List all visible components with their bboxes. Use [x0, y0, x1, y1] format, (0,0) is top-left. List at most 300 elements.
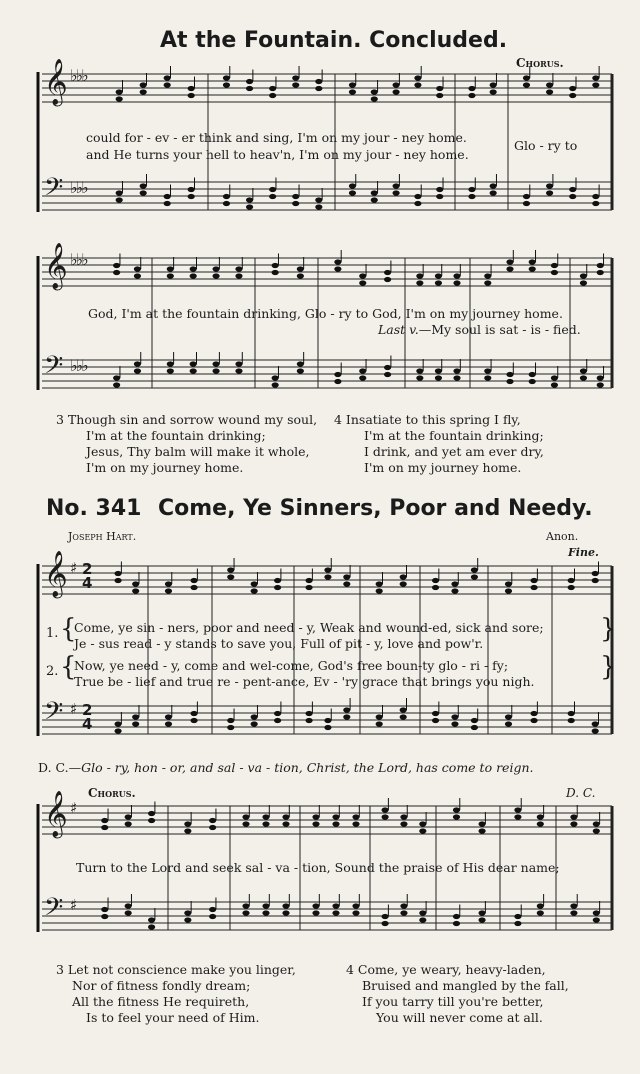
- note-head: [312, 910, 319, 915]
- note-head: [371, 190, 378, 195]
- note-head: [597, 263, 604, 268]
- brace-icon: }: [600, 652, 617, 682]
- note-head: [453, 807, 460, 812]
- note-head: [235, 266, 242, 271]
- key-signature-flats-icon: ♭♭♭: [70, 178, 87, 197]
- treble-clef-icon: 𝄞: [44, 551, 68, 597]
- note-head: [569, 86, 576, 91]
- note-head: [453, 280, 460, 285]
- note-head: [453, 273, 460, 278]
- note-head: [343, 707, 350, 712]
- note-head: [190, 368, 197, 373]
- note-head: [125, 821, 132, 826]
- note-head: [297, 273, 304, 278]
- note-head: [227, 725, 234, 730]
- note-head: [297, 368, 304, 373]
- note-head: [227, 567, 234, 572]
- note-head: [212, 361, 219, 366]
- note-head: [371, 89, 378, 94]
- note-head: [568, 585, 575, 590]
- note-head: [505, 588, 512, 593]
- note-head: [242, 814, 249, 819]
- note-head: [530, 718, 537, 723]
- note-head: [188, 187, 195, 192]
- note-head: [484, 273, 491, 278]
- note-head: [593, 821, 600, 826]
- note-head: [190, 266, 197, 271]
- note-head: [292, 75, 299, 80]
- note-head: [349, 82, 356, 87]
- note-head: [490, 82, 497, 87]
- note-head: [537, 903, 544, 908]
- note-head: [529, 266, 536, 271]
- note-head: [113, 382, 120, 387]
- note-head: [101, 825, 108, 830]
- note-head: [114, 728, 121, 733]
- note-head: [530, 585, 537, 590]
- note-head: [190, 711, 197, 716]
- treble-clef-icon: 𝄞: [44, 243, 68, 289]
- note-head: [468, 194, 475, 199]
- note-head: [381, 814, 388, 819]
- note-head: [165, 721, 172, 726]
- note-head: [506, 259, 513, 264]
- note-head: [436, 187, 443, 192]
- note-head: [580, 375, 587, 380]
- note-head: [125, 910, 132, 915]
- note-head: [376, 714, 383, 719]
- note-head: [523, 75, 530, 80]
- note-head: [371, 96, 378, 101]
- note-head: [212, 266, 219, 271]
- note-head: [400, 910, 407, 915]
- note-head: [132, 588, 139, 593]
- note-head: [593, 917, 600, 922]
- note-head: [592, 75, 599, 80]
- note-head: [436, 86, 443, 91]
- note-head: [272, 382, 279, 387]
- note-head: [272, 270, 279, 275]
- brace-icon: }: [600, 614, 617, 644]
- note-head: [164, 194, 171, 199]
- note-head: [352, 903, 359, 908]
- note-head: [523, 82, 530, 87]
- note-head: [471, 574, 478, 579]
- note-head: [530, 578, 537, 583]
- note-head: [312, 903, 319, 908]
- note-head: [184, 821, 191, 826]
- note-head: [101, 907, 108, 912]
- note-head: [212, 273, 219, 278]
- note-head: [305, 585, 312, 590]
- note-head: [371, 197, 378, 202]
- note-head: [209, 914, 216, 919]
- note-head: [570, 910, 577, 915]
- lyric-line: God, I'm at the fountain drinking, Glo - ry to God, I'm on my journey home.: [88, 306, 563, 321]
- note-head: [593, 910, 600, 915]
- note-head: [134, 266, 141, 271]
- note-head: [101, 818, 108, 823]
- note-head: [592, 728, 599, 733]
- note-head: [570, 903, 577, 908]
- note-head: [223, 194, 230, 199]
- time-signature-icon: 2 4: [82, 701, 93, 733]
- lyric-line: could for - ev - er think and sing, I'm on my jour - ney home.: [86, 130, 467, 145]
- note-head: [282, 910, 289, 915]
- note-head: [490, 89, 497, 94]
- note-head: [400, 714, 407, 719]
- brace-icon: {: [60, 652, 77, 682]
- note-head: [381, 921, 388, 926]
- note-head: [384, 270, 391, 275]
- note-head: [530, 711, 537, 716]
- note-head: [132, 714, 139, 719]
- key-signature-sharp-icon: ♯: [70, 799, 78, 817]
- note-head: [436, 194, 443, 199]
- note-head: [324, 718, 331, 723]
- lyric-line: True be - lief and true re - pent-ance, Ev - 'ry grace that brings you nigh.: [74, 674, 535, 689]
- note-head: [597, 382, 604, 387]
- note-head: [332, 814, 339, 819]
- note-head: [343, 714, 350, 719]
- note-head: [400, 574, 407, 579]
- note-head: [359, 273, 366, 278]
- note-head: [468, 86, 475, 91]
- key-signature-sharp-icon: ♯: [70, 559, 78, 577]
- note-head: [209, 907, 216, 912]
- note-head: [343, 581, 350, 586]
- author: Joseph Hart.: [68, 530, 137, 543]
- note-head: [592, 571, 599, 576]
- note-head: [188, 194, 195, 199]
- chorus-lyric: Glo - ry to: [514, 138, 578, 153]
- note-head: [165, 588, 172, 593]
- treble-clef-icon: 𝄞: [44, 59, 68, 105]
- note-head: [272, 375, 279, 380]
- note-head: [246, 86, 253, 91]
- note-head: [484, 280, 491, 285]
- note-head: [315, 86, 322, 91]
- note-head: [568, 711, 575, 716]
- note-head: [435, 280, 442, 285]
- note-head: [312, 814, 319, 819]
- note-head: [432, 578, 439, 583]
- note-head: [251, 588, 258, 593]
- note-head: [392, 89, 399, 94]
- note-head: [435, 368, 442, 373]
- note-head: [451, 714, 458, 719]
- note-head: [453, 921, 460, 926]
- note-head: [451, 581, 458, 586]
- note-head: [523, 201, 530, 206]
- note-head: [453, 375, 460, 380]
- last-verse-label: Last v.: [378, 322, 419, 337]
- note-head: [416, 280, 423, 285]
- note-head: [164, 82, 171, 87]
- note-head: [381, 807, 388, 812]
- note-head: [334, 379, 341, 384]
- note-head: [451, 588, 458, 593]
- note-head: [132, 721, 139, 726]
- note-head: [282, 903, 289, 908]
- note-head: [597, 270, 604, 275]
- note-head: [148, 811, 155, 816]
- note-head: [400, 821, 407, 826]
- note-head: [184, 828, 191, 833]
- bass-clef-icon: 𝄢: [44, 893, 64, 928]
- note-head: [165, 581, 172, 586]
- note-head: [246, 197, 253, 202]
- note-head: [505, 581, 512, 586]
- note-head: [188, 86, 195, 91]
- note-head: [235, 273, 242, 278]
- key-signature-flats-icon: ♭♭♭: [70, 356, 87, 375]
- note-head: [274, 718, 281, 723]
- lyric-line: Now, ye need - y, come and wel-come, God's free boun-ty glo - ri - fy;: [74, 658, 509, 673]
- note-head: [116, 89, 123, 94]
- note-head: [490, 190, 497, 195]
- note-head: [235, 361, 242, 366]
- hymn1-title: At the Fountain. Concluded.: [160, 28, 508, 53]
- note-head: [114, 721, 121, 726]
- note-head: [148, 924, 155, 929]
- note-head: [242, 910, 249, 915]
- verse-number: 1.: [46, 626, 59, 641]
- note-head: [251, 581, 258, 586]
- note-head: [359, 368, 366, 373]
- note-head: [468, 93, 475, 98]
- note-head: [223, 75, 230, 80]
- note-head: [537, 814, 544, 819]
- note-head: [269, 187, 276, 192]
- note-head: [140, 89, 147, 94]
- note-head: [453, 814, 460, 819]
- note-head: [384, 365, 391, 370]
- note-head: [134, 361, 141, 366]
- note-head: [359, 375, 366, 380]
- lyric-line: Come, ye sin - ners, poor and need - y, Weak and wound-ed, sick and sore;: [74, 620, 544, 635]
- note-head: [272, 263, 279, 268]
- note-head: [292, 194, 299, 199]
- note-head: [324, 567, 331, 572]
- dc-label: D. C.: [38, 760, 69, 775]
- note-head: [484, 368, 491, 373]
- key-signature-flats-icon: ♭♭♭: [70, 250, 87, 269]
- note-head: [125, 814, 132, 819]
- note-head: [190, 585, 197, 590]
- note-head: [453, 914, 460, 919]
- verse-4: 4 Come, ye weary, heavy-laden, Bruised and mangled by the fall, If you tarry till you're better, You will never come at all.: [346, 962, 569, 1025]
- note-head: [167, 266, 174, 271]
- note-head: [269, 86, 276, 91]
- note-head: [332, 903, 339, 908]
- note-head: [419, 917, 426, 922]
- note-head: [148, 818, 155, 823]
- note-head: [246, 79, 253, 84]
- note-head: [392, 190, 399, 195]
- note-head: [262, 910, 269, 915]
- note-head: [381, 914, 388, 919]
- note-head: [209, 818, 216, 823]
- note-head: [384, 372, 391, 377]
- note-head: [334, 266, 341, 271]
- note-head: [349, 190, 356, 195]
- bass-clef-icon: 𝄢: [44, 351, 64, 386]
- note-head: [262, 903, 269, 908]
- brace-icon: {: [60, 614, 77, 644]
- note-head: [529, 379, 536, 384]
- note-head: [140, 183, 147, 188]
- note-head: [416, 375, 423, 380]
- note-head: [400, 581, 407, 586]
- note-head: [282, 814, 289, 819]
- hymn-number: No. 341: [46, 496, 142, 521]
- lyric-line: Je - sus read - y stands to save you, Full of pit - y, love and pow'r.: [74, 636, 484, 651]
- note-head: [227, 574, 234, 579]
- key-signature-sharp-icon: ♯: [70, 700, 78, 718]
- note-head: [471, 725, 478, 730]
- note-head: [580, 273, 587, 278]
- verse-number: 2.: [46, 664, 59, 679]
- note-head: [570, 814, 577, 819]
- note-head: [484, 375, 491, 380]
- note-head: [570, 821, 577, 826]
- note-head: [334, 259, 341, 264]
- note-head: [134, 368, 141, 373]
- note-head: [116, 96, 123, 101]
- note-head: [592, 82, 599, 87]
- note-head: [305, 718, 312, 723]
- note-head: [134, 273, 141, 278]
- note-head: [414, 82, 421, 87]
- note-head: [392, 183, 399, 188]
- note-head: [505, 721, 512, 726]
- note-head: [414, 201, 421, 206]
- note-head: [592, 721, 599, 726]
- note-head: [116, 190, 123, 195]
- note-head: [537, 821, 544, 826]
- note-head: [274, 585, 281, 590]
- note-head: [292, 201, 299, 206]
- note-head: [376, 588, 383, 593]
- note-head: [569, 194, 576, 199]
- note-head: [223, 82, 230, 87]
- note-head: [551, 375, 558, 380]
- fine-mark: Fine.: [568, 546, 599, 559]
- note-head: [471, 567, 478, 572]
- note-head: [190, 361, 197, 366]
- note-head: [167, 368, 174, 373]
- note-head: [223, 201, 230, 206]
- note-head: [297, 361, 304, 366]
- note-head: [592, 194, 599, 199]
- last-verse-text: —My soul is sat - is - fied.: [418, 322, 581, 337]
- note-head: [165, 714, 172, 719]
- note-head: [140, 82, 147, 87]
- note-head: [114, 578, 121, 583]
- note-head: [184, 910, 191, 915]
- note-head: [392, 82, 399, 87]
- note-head: [593, 828, 600, 833]
- note-head: [227, 718, 234, 723]
- hymn2-title: Come, Ye Sinners, Poor and Needy.: [158, 496, 593, 521]
- note-head: [416, 273, 423, 278]
- note-head: [478, 910, 485, 915]
- bass-clef-icon: 𝄢: [44, 173, 64, 208]
- note-head: [384, 277, 391, 282]
- verse-3: 3 Let not conscience make you linger, Nor of fitness fondly dream; All the fitness He requireth, Is to feel your need of Him.: [56, 962, 296, 1025]
- note-head: [546, 82, 553, 87]
- note-head: [597, 375, 604, 380]
- note-head: [184, 917, 191, 922]
- note-head: [274, 578, 281, 583]
- note-head: [400, 903, 407, 908]
- note-head: [349, 183, 356, 188]
- note-head: [167, 273, 174, 278]
- verse-4: 4 Insatiate to this spring I fly, I'm at the fountain drinking; I drink, and yet am ever dry, I'm on my journey home.: [334, 412, 544, 475]
- note-head: [190, 718, 197, 723]
- verse-3: 3 Though sin and sorrow wound my soul, I'm at the fountain drinking; Jesus, Thy balm will make it whole, I'm on my journey home.: [56, 412, 318, 475]
- note-head: [274, 711, 281, 716]
- note-head: [551, 270, 558, 275]
- note-head: [251, 721, 258, 726]
- note-head: [569, 187, 576, 192]
- note-head: [164, 201, 171, 206]
- note-head: [592, 201, 599, 206]
- note-head: [297, 266, 304, 271]
- note-head: [568, 578, 575, 583]
- note-head: [468, 187, 475, 192]
- note-head: [432, 711, 439, 716]
- note-head: [315, 204, 322, 209]
- note-head: [514, 807, 521, 812]
- note-head: [546, 183, 553, 188]
- note-head: [514, 914, 521, 919]
- note-head: [269, 194, 276, 199]
- treble-clef-icon: 𝄞: [44, 791, 68, 837]
- note-head: [269, 93, 276, 98]
- note-head: [506, 379, 513, 384]
- note-head: [414, 75, 421, 80]
- note-head: [246, 204, 253, 209]
- note-head: [506, 372, 513, 377]
- note-head: [315, 79, 322, 84]
- note-head: [414, 194, 421, 199]
- note-head: [506, 266, 513, 271]
- note-head: [529, 259, 536, 264]
- note-head: [242, 903, 249, 908]
- note-head: [305, 578, 312, 583]
- note-head: [349, 89, 356, 94]
- note-head: [359, 280, 366, 285]
- note-head: [419, 910, 426, 915]
- note-head: [551, 263, 558, 268]
- note-head: [113, 375, 120, 380]
- note-head: [514, 814, 521, 819]
- note-head: [546, 190, 553, 195]
- note-head: [419, 828, 426, 833]
- lyric-line: and He turns your hell to heav'n, I'm on my jour - ney home.: [86, 147, 469, 162]
- note-head: [580, 368, 587, 373]
- note-head: [453, 368, 460, 373]
- note-head: [242, 821, 249, 826]
- note-head: [436, 93, 443, 98]
- note-head: [305, 711, 312, 716]
- note-head: [190, 578, 197, 583]
- hymn2-chorus-label: Chorus.: [88, 786, 136, 800]
- note-head: [400, 814, 407, 819]
- dc-mark: D. C.: [566, 786, 596, 800]
